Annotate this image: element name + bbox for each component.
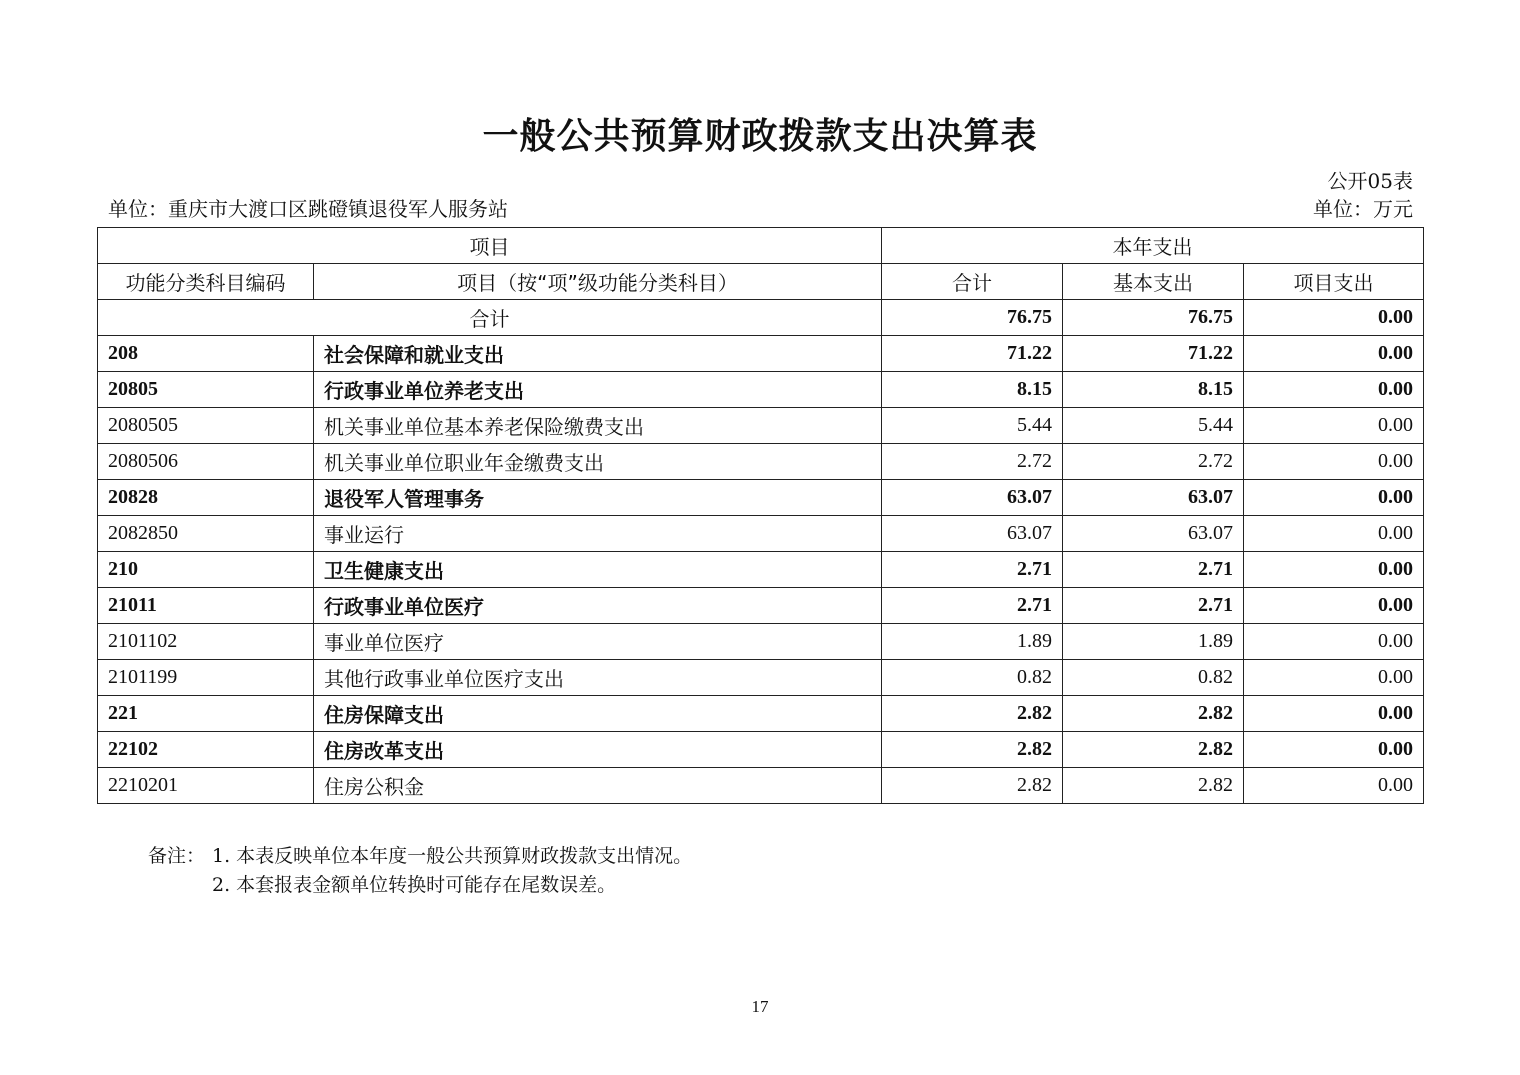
- table-row: [98, 732, 1424, 768]
- row-code: 2080506: [98, 444, 314, 480]
- row-code: 221: [98, 696, 314, 732]
- row-code: 2082850: [98, 516, 314, 552]
- row-basic: 2.82: [1063, 768, 1244, 804]
- row-project: 0.00: [1244, 516, 1424, 552]
- table-row: [98, 372, 1424, 408]
- row-basic: 5.44: [1063, 408, 1244, 444]
- table-row: [98, 444, 1424, 480]
- row-project: 0.00: [1244, 696, 1424, 732]
- row-name: 机关事业单位基本养老保险缴费支出: [314, 408, 882, 444]
- row-name: 住房改革支出: [314, 732, 882, 768]
- row-project: 0.00: [1244, 624, 1424, 660]
- row-total: 5.44: [882, 408, 1063, 444]
- row-project: 0.00: [1244, 660, 1424, 696]
- row-code: 2080505: [98, 408, 314, 444]
- row-name: 事业运行: [314, 516, 882, 552]
- row-code: 20805: [98, 372, 314, 408]
- row-name: 卫生健康支出: [314, 552, 882, 588]
- row-name: 行政事业单位医疗: [314, 588, 882, 624]
- row-basic: 1.89: [1063, 624, 1244, 660]
- row-name: 住房公积金: [314, 768, 882, 804]
- row-project: 0.00: [1244, 768, 1424, 804]
- row-basic: 8.15: [1063, 372, 1244, 408]
- header-project: 项目: [98, 228, 882, 264]
- header-row-2: [98, 264, 1424, 300]
- row-total: 71.22: [882, 336, 1063, 372]
- notes: [148, 842, 692, 900]
- table-row: [98, 768, 1424, 804]
- row-code: 2210201: [98, 768, 314, 804]
- row-name: 行政事业单位养老支出: [314, 372, 882, 408]
- total-total: 76.75: [882, 300, 1063, 336]
- table-row: [98, 624, 1424, 660]
- row-basic: 2.72: [1063, 444, 1244, 480]
- row-name: 其他行政事业单位医疗支出: [314, 660, 882, 696]
- row-project: 0.00: [1244, 336, 1424, 372]
- expenditure-table: [97, 227, 1424, 804]
- row-name: 社会保障和就业支出: [314, 336, 882, 372]
- table-row: [98, 552, 1424, 588]
- header-code: 功能分类科目编码: [98, 264, 314, 300]
- table-row: [98, 588, 1424, 624]
- row-code: 2101102: [98, 624, 314, 660]
- header-row-1: [98, 228, 1424, 264]
- table-row: [98, 408, 1424, 444]
- reporting-unit: 单位：重庆市大渡口区跳磴镇退役军人服务站: [108, 197, 508, 221]
- notes-label: 备注：: [148, 845, 206, 867]
- currency-unit: 单位：万元: [1313, 197, 1413, 221]
- row-total: 63.07: [882, 480, 1063, 516]
- header-current-year: 本年支出: [882, 228, 1424, 264]
- row-total: 2.82: [882, 696, 1063, 732]
- row-name: 事业单位医疗: [314, 624, 882, 660]
- page-number: 17: [751, 997, 769, 1016]
- row-total: 2.71: [882, 588, 1063, 624]
- row-basic: 63.07: [1063, 516, 1244, 552]
- row-code: 22102: [98, 732, 314, 768]
- row-code: 21011: [98, 588, 314, 624]
- row-project: 0.00: [1244, 588, 1424, 624]
- table-row: [98, 696, 1424, 732]
- total-label: 合计: [98, 300, 882, 336]
- row-basic: 2.71: [1063, 588, 1244, 624]
- note-item: 1. 本表反映单位本年度一般公共预算财政拨款支出情况。: [212, 845, 693, 867]
- table-row: [98, 516, 1424, 552]
- row-name: 机关事业单位职业年金缴费支出: [314, 444, 882, 480]
- row-code: 20828: [98, 480, 314, 516]
- row-project: 0.00: [1244, 552, 1424, 588]
- row-project: 0.00: [1244, 444, 1424, 480]
- row-name: 退役军人管理事务: [314, 480, 882, 516]
- row-total: 2.71: [882, 552, 1063, 588]
- row-name: 住房保障支出: [314, 696, 882, 732]
- note-item: 2. 本套报表金额单位转换时可能存在尾数误差。: [212, 874, 617, 896]
- row-basic: 2.82: [1063, 696, 1244, 732]
- table-row: [98, 480, 1424, 516]
- header-name: 项目（按“项”级功能分类科目）: [314, 264, 882, 300]
- total-basic: 76.75: [1063, 300, 1244, 336]
- row-basic: 63.07: [1063, 480, 1244, 516]
- row-code: 210: [98, 552, 314, 588]
- table-row: [98, 336, 1424, 372]
- header-total: 合计: [882, 264, 1063, 300]
- row-project: 0.00: [1244, 372, 1424, 408]
- total-project: 0.00: [1244, 300, 1424, 336]
- row-total: 2.72: [882, 444, 1063, 480]
- row-project: 0.00: [1244, 732, 1424, 768]
- row-basic: 0.82: [1063, 660, 1244, 696]
- row-total: 8.15: [882, 372, 1063, 408]
- table-row: [98, 660, 1424, 696]
- form-number: 公开05表: [1327, 169, 1413, 193]
- row-total: 1.89: [882, 624, 1063, 660]
- row-basic: 2.71: [1063, 552, 1244, 588]
- row-total: 63.07: [882, 516, 1063, 552]
- header-project-exp: 项目支出: [1244, 264, 1424, 300]
- row-total: 2.82: [882, 732, 1063, 768]
- row-total: 0.82: [882, 660, 1063, 696]
- row-basic: 2.82: [1063, 732, 1244, 768]
- row-code: 2101199: [98, 660, 314, 696]
- row-project: 0.00: [1244, 480, 1424, 516]
- row-total: 2.82: [882, 768, 1063, 804]
- row-code: 208: [98, 336, 314, 372]
- page-title: 一般公共预算财政拨款支出决算表: [482, 116, 1038, 157]
- total-row: [98, 300, 1424, 336]
- row-project: 0.00: [1244, 408, 1424, 444]
- header-basic: 基本支出: [1063, 264, 1244, 300]
- row-basic: 71.22: [1063, 336, 1244, 372]
